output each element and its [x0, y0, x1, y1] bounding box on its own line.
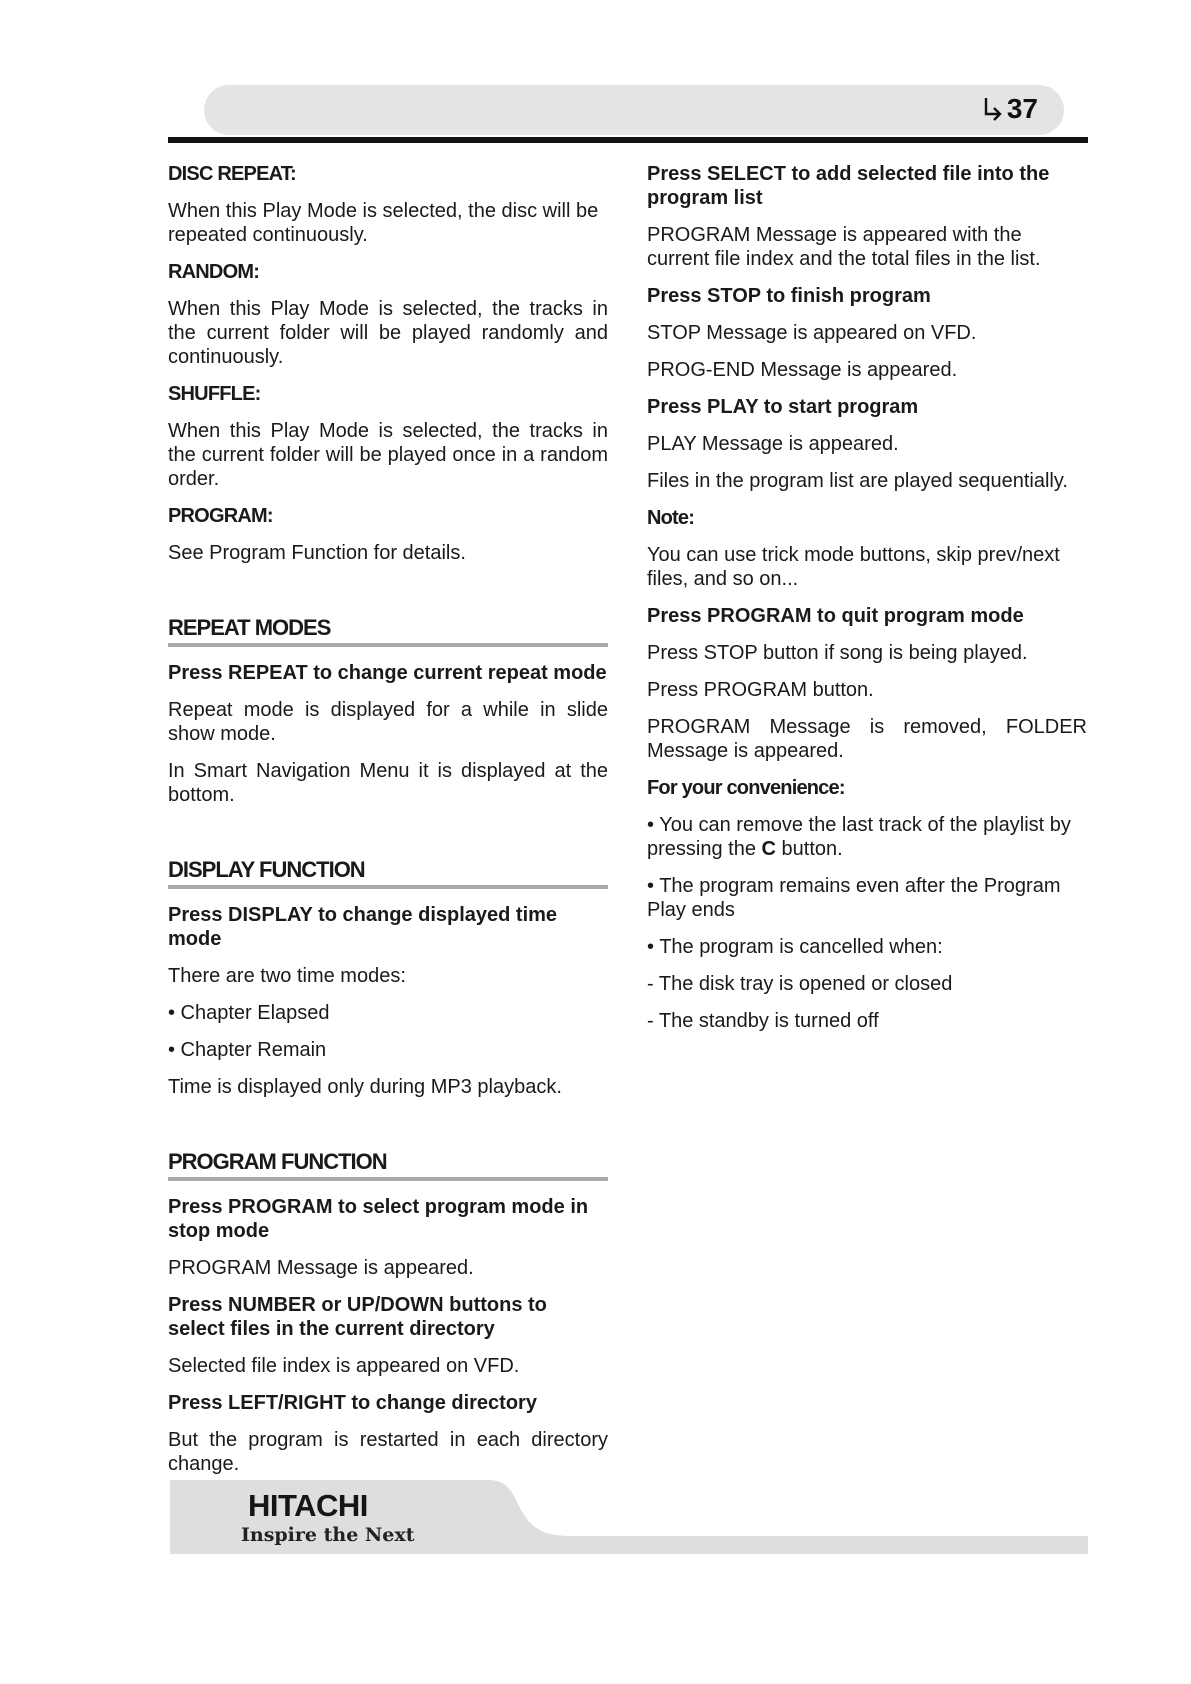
- display-text-1: There are two time modes:: [168, 965, 406, 987]
- display-bullet-2: • Chapter Remain: [168, 1039, 327, 1061]
- program-text-1: PROGRAM Message is appeared.: [168, 1257, 474, 1279]
- quit-text-1: Press STOP button if song is being played.: [647, 642, 1028, 664]
- select-command: Press SELECT to add selected file into the program list: [647, 163, 1050, 209]
- convenience-item-1-after: button.: [775, 838, 843, 860]
- header-bar: [204, 85, 1064, 135]
- quit-text-3: PROGRAM Message is removed, FOLDER Message is appeared.: [647, 716, 1087, 762]
- convenience-item-5: - The standby is turned off: [647, 1010, 879, 1032]
- convenience-item-1: [647, 813, 1087, 861]
- stop-command: Press STOP to finish program: [647, 285, 931, 307]
- note-label: Note:: [647, 507, 695, 529]
- stop-text-2: PROG-END Message is appeared.: [647, 359, 958, 381]
- disc-repeat-text: When this Play Mode is selected, the disc will be repeated continuously.: [168, 200, 599, 246]
- convenience-item-3: • The program is cancelled when:: [647, 936, 943, 958]
- page-number-text: 37: [1006, 93, 1038, 124]
- page-number: [981, 93, 1038, 125]
- repeat-command: Press REPEAT to change current repeat mode: [168, 662, 607, 684]
- convenience-item-2: • The program remains even after the Program Play ends: [647, 875, 1061, 921]
- disc-repeat-label: DISC REPEAT:: [168, 163, 296, 185]
- c-key-label: C: [761, 838, 776, 860]
- left-column: [168, 162, 608, 1489]
- program-command-2: Press NUMBER or UP/DOWN buttons to select files in the current directory: [168, 1294, 547, 1340]
- tagline: Inspire the Next: [241, 1524, 415, 1546]
- shuffle-label: SHUFFLE:: [168, 383, 261, 405]
- select-text: PROGRAM Message is appeared with the current file index and the total files in the list.: [647, 224, 1041, 270]
- footer-band: [170, 1480, 1088, 1554]
- hitachi-logo: HITACHI: [248, 1488, 368, 1523]
- display-function-heading: DISPLAY FUNCTION: [168, 858, 608, 889]
- display-bullet-1: • Chapter Elapsed: [168, 1002, 330, 1024]
- repeat-text-2: In Smart Navigation Menu it is displayed at the bottom.: [168, 760, 608, 806]
- program-text-3: But the program is restarted in each directory change.: [168, 1429, 608, 1475]
- play-text-2: Files in the program list are played sequentially.: [647, 470, 1068, 492]
- random-text: When this Play Mode is selected, the tracks in the current folder will be played randomly and continuously.: [168, 298, 608, 368]
- header-rule: [168, 137, 1088, 143]
- convenience-label: For your convenience:: [647, 777, 845, 799]
- display-command: Press DISPLAY to change displayed time mode: [168, 904, 558, 950]
- stop-text-1: STOP Message is appeared on VFD.: [647, 322, 977, 344]
- right-column: [647, 162, 1087, 1046]
- play-text-1: PLAY Message is appeared.: [647, 433, 899, 455]
- program-label: PROGRAM:: [168, 505, 273, 527]
- repeat-modes-heading: REPEAT MODES: [168, 616, 608, 647]
- convenience-item-1-before: • You can remove the last track of the playlist by pressing the: [647, 814, 1071, 860]
- program-command-3: Press LEFT/RIGHT to change directory: [168, 1392, 537, 1414]
- convenience-item-4: - The disk tray is opened or closed: [647, 973, 953, 995]
- random-label: RANDOM:: [168, 261, 260, 283]
- note-text: You can use trick mode buttons, skip prev/next files, and so on...: [647, 544, 1060, 590]
- play-command: Press PLAY to start program: [647, 396, 919, 418]
- quit-text-2: Press PROGRAM button.: [647, 679, 874, 701]
- repeat-text-1: Repeat mode is displayed for a while in slide show mode.: [168, 699, 608, 745]
- corner-arrow-icon: [981, 96, 1005, 122]
- quit-command: Press PROGRAM to quit program mode: [647, 605, 1024, 627]
- display-text-2: Time is displayed only during MP3 playback.: [168, 1076, 562, 1098]
- shuffle-text: When this Play Mode is selected, the tracks in the current folder will be played once in a random order.: [168, 420, 608, 490]
- program-text: See Program Function for details.: [168, 542, 466, 564]
- program-function-heading: PROGRAM FUNCTION: [168, 1150, 608, 1181]
- program-text-2: Selected file index is appeared on VFD.: [168, 1355, 520, 1377]
- program-command-1: Press PROGRAM to select program mode in stop mode: [168, 1196, 589, 1242]
